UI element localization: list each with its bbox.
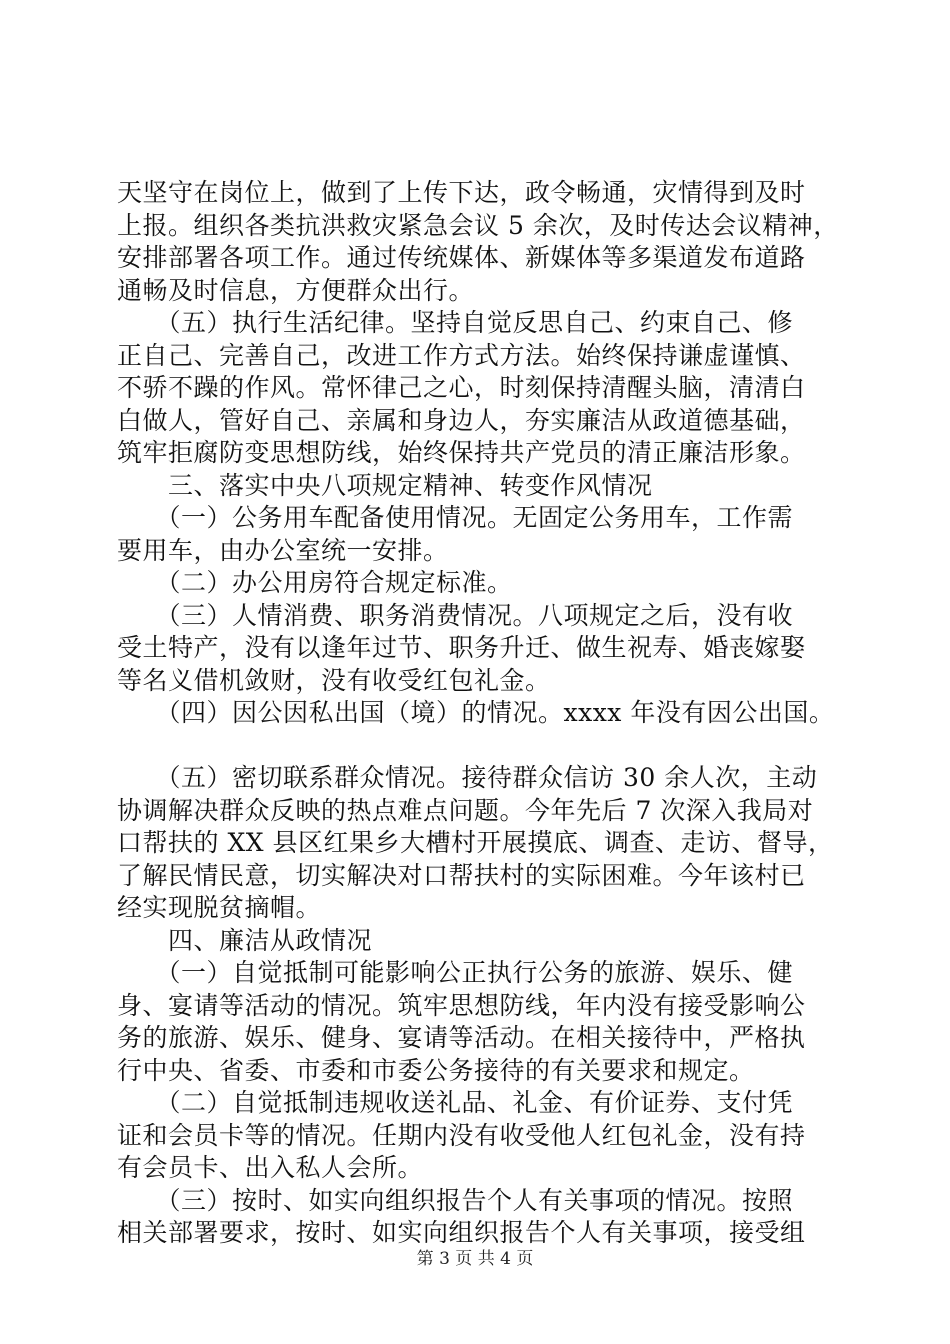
page-footer: 第 3 页 共 4 页 (416, 1249, 534, 1269)
text-line: 行中央、省委、市委和市委公务接待的有关要求和规定。 (117, 1055, 755, 1085)
text-line: 了解民情民意，切实解决对口帮扶村的实际困难。今年该村已 (117, 860, 806, 890)
text-line: 白做人，管好自己、亲属和身边人，夯实廉洁从政道德基础， (117, 405, 806, 435)
text-line: 正自己、完善自己，改进工作方式方法。始终保持谦虚谨慎、 (117, 340, 806, 370)
text-line: 通畅及时信息，方便群众出行。 (117, 275, 475, 305)
text-line: （一）公务用车配备使用情况。无固定公务用车，工作需 (117, 503, 794, 532)
text-line: （二）办公用房符合规定标准。 (117, 568, 513, 597)
text-line: （三）人情消费、职务消费情况。八项规定之后，没有收 (117, 600, 794, 630)
text-line: 证和会员卡等的情况。任期内没有收受他人红包礼金，没有持 (117, 1120, 806, 1150)
text-line: 等名义借机敛财，没有收受红包礼金。 (117, 665, 551, 695)
text-line: 协调解决群众反映的热点难点问题。今年先后 7 次深入我局对 (117, 795, 814, 825)
text-line: 经实现脱贫摘帽。 (117, 893, 322, 922)
text-line: 天坚守在岗位上，做到了上传下达，政令畅通，灾情得到及时 (117, 178, 806, 207)
text-line: （四）因公因私出国（境）的情况。xxxx 年没有因公出国。 (117, 698, 835, 727)
text-line: 筑牢拒腐防变思想防线，始终保持共产党员的清正廉洁形象。 (117, 438, 806, 467)
blank-line (117, 730, 837, 763)
text-line: 上报。组织各类抗洪救灾紧急会议 5 余次，及时传达会议精神， (117, 210, 839, 240)
text-line: （五）密切联系群众情况。接待群众信访 30 余人次，主动 (117, 763, 818, 792)
text-line: 受土特产，没有以逢年过节、职务升迁、做生祝寿、婚丧嫁娶 (117, 633, 806, 662)
text-line: 安排部署各项工作。通过传统媒体、新媒体等多渠道发布道路 (117, 243, 806, 272)
text-line: （一）自觉抵制可能影响公正执行公务的旅游、娱乐、健 (117, 958, 794, 987)
document-body (117, 177, 837, 1250)
text-line: 相关部署要求，按时、如实向组织报告个人有关事项，接受组 (117, 1218, 806, 1247)
text-line: 务的旅游、娱乐、健身、宴请等活动。在相关接待中，严格执 (117, 1023, 806, 1052)
text-line: （三）按时、如实向组织报告个人有关事项的情况。按照 (117, 1185, 794, 1215)
text-line: 三、落实中央八项规定精神、转变作风情况 (117, 470, 653, 500)
text-line: （五）执行生活纪律。坚持自觉反思自己、约束自己、修 (117, 308, 794, 337)
text-line: 要用车，由办公室统一安排。 (117, 535, 449, 565)
text-line: 有会员卡、出入私人会所。 (117, 1153, 424, 1182)
text-line: 身、宴请等活动的情况。筑牢思想防线，年内没有接受影响公 (117, 990, 806, 1020)
text-line: （二）自觉抵制违规收送礼品、礼金、有价证券、支付凭 (117, 1088, 794, 1117)
text-line: 口帮扶的 XX 县区红果乡大槽村开展摸底、调查、走访、督导， (117, 828, 834, 857)
text-line: 不骄不躁的作风。常怀律己之心，时刻保持清醒头脑，清清白 (117, 373, 806, 402)
text-line: 四、廉洁从政情况 (117, 925, 373, 955)
